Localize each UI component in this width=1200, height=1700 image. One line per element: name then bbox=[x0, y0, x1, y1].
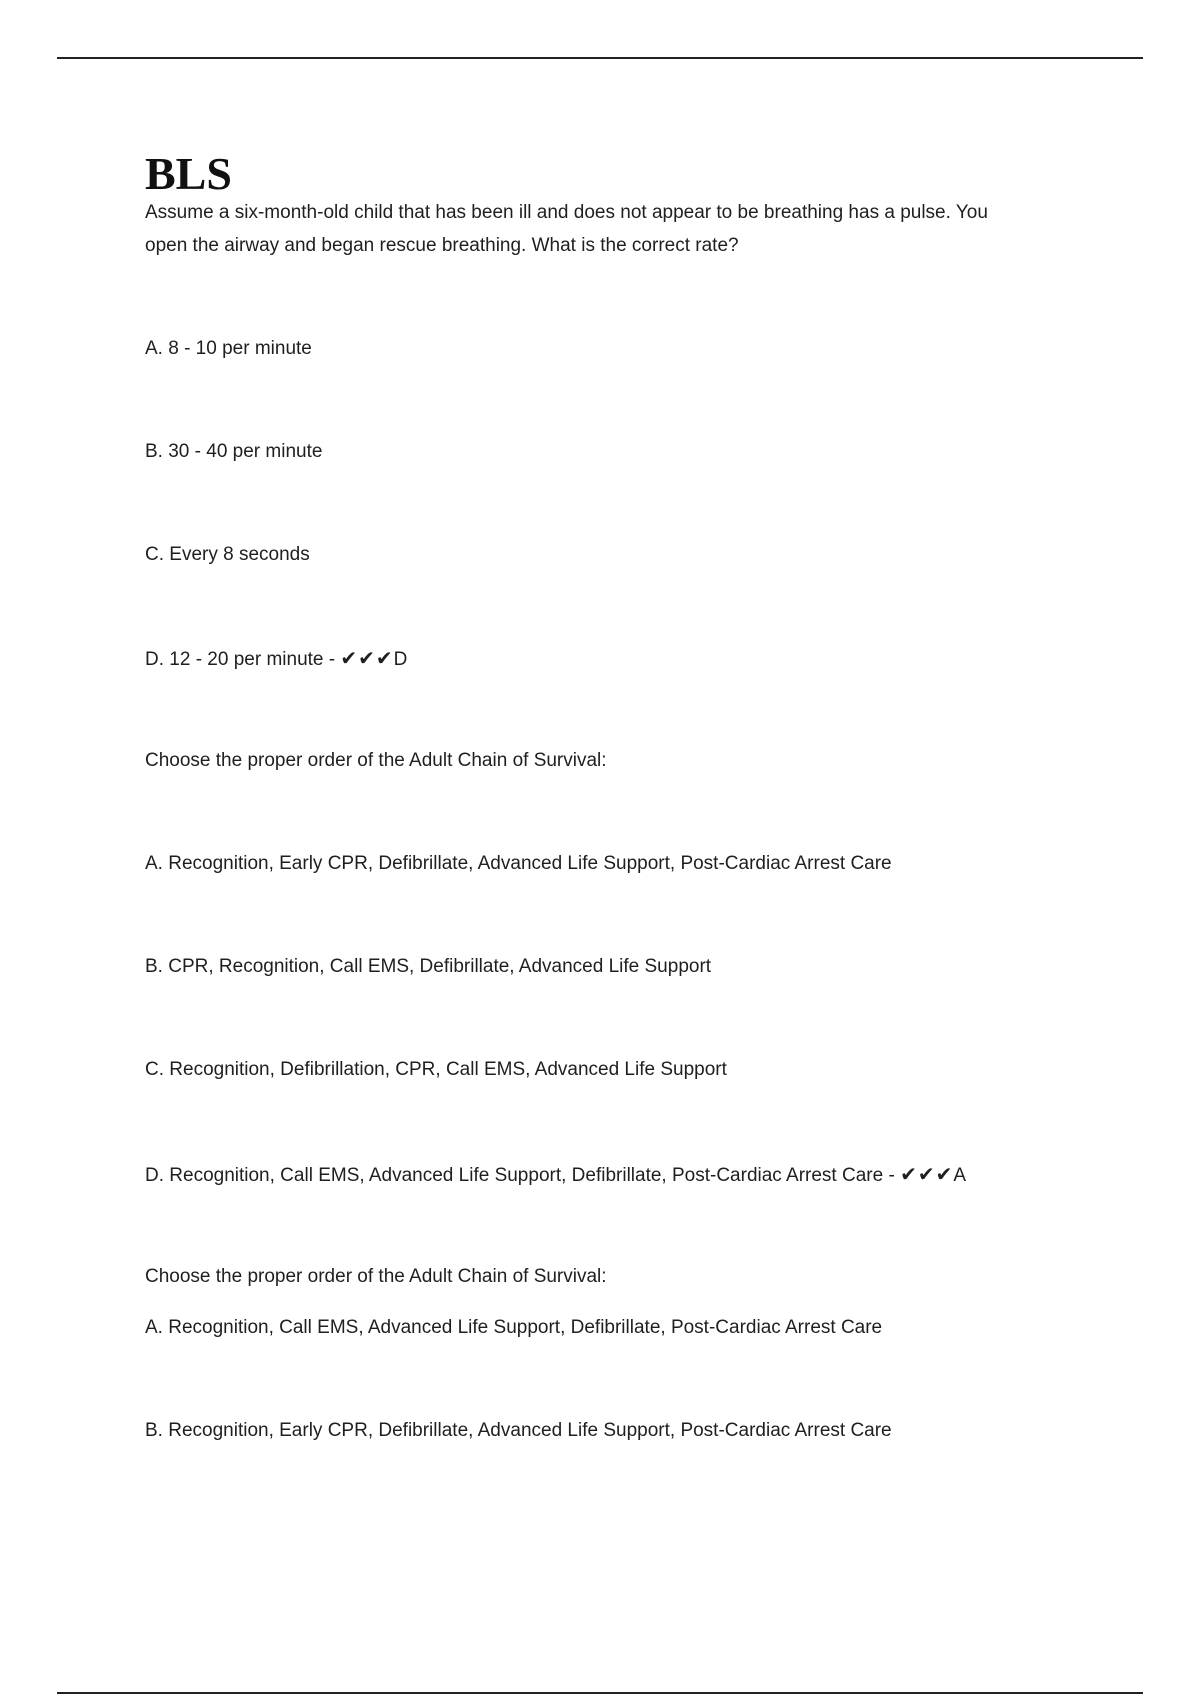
bottom-divider bbox=[57, 1692, 1143, 1694]
q1-stem-line1: Assume a six-month-old child that has been ill and does not appear to be breathing has a pulse. You bbox=[145, 202, 988, 223]
q3-option-a: A. Recognition, Call EMS, Advanced Life Support, Defibrillate, Post-Cardiac Arrest Care bbox=[145, 1317, 883, 1338]
q3-stem: Choose the proper order of the Adult Chain of Survival: bbox=[145, 1266, 607, 1287]
q1-option-d-text: D. 12 - 20 per minute - bbox=[145, 649, 341, 670]
q2-option-d-text: D. Recognition, Call EMS, Advanced Life Support, Defibrillate, Post-Cardiac Arrest Care - bbox=[145, 1165, 901, 1186]
q1-stem-line2: open the airway and began rescue breathing. What is the correct rate? bbox=[145, 235, 739, 256]
q2-stem: Choose the proper order of the Adult Chain of Survival: bbox=[145, 750, 607, 771]
page-title: BLS bbox=[145, 148, 232, 199]
top-divider bbox=[57, 57, 1143, 59]
q1-answer-check-icon: ✔✔✔ bbox=[340, 646, 394, 670]
q3-option-b: B. Recognition, Early CPR, Defibrillate, Advanced Life Support, Post-Cardiac Arrest Care bbox=[145, 1420, 892, 1441]
q2-option-a: A. Recognition, Early CPR, Defibrillate, Advanced Life Support, Post-Cardiac Arrest Care bbox=[145, 853, 892, 874]
q1-option-b: B. 30 - 40 per minute bbox=[145, 441, 323, 462]
q2-option-b: B. CPR, Recognition, Call EMS, Defibrillate, Advanced Life Support bbox=[145, 956, 712, 977]
q1-option-c: C. Every 8 seconds bbox=[145, 544, 310, 565]
q1-answer-letter: D bbox=[393, 649, 408, 670]
q1-option-a: A. 8 - 10 per minute bbox=[145, 338, 312, 359]
q2-answer-check-icon: ✔✔✔ bbox=[900, 1162, 954, 1186]
q1-option-d bbox=[145, 646, 407, 672]
q2-answer-letter: A bbox=[953, 1165, 967, 1186]
q2-option-c: C. Recognition, Defibrillation, CPR, Call EMS, Advanced Life Support bbox=[145, 1059, 727, 1080]
q2-option-d bbox=[145, 1162, 966, 1188]
